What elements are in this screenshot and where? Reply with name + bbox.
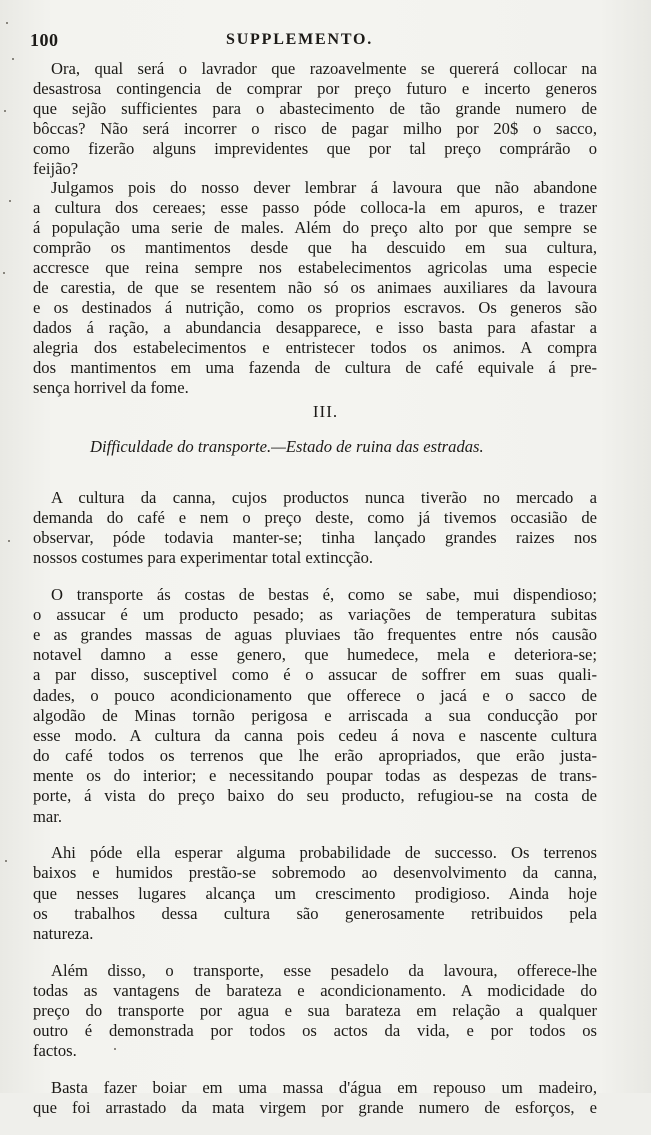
page-header — [30, 30, 600, 54]
text-line: á população uma serie de males. Além do preço alto por que sempre se — [33, 218, 597, 238]
print-speck — [5, 860, 7, 862]
text-line: mar. — [33, 806, 63, 826]
text-line: Ahi póde ella esperar alguma probabilidade de successo. Os terrenos — [51, 843, 597, 863]
text-line: observar, póde todavia manter-se; tinha lançado grandes raizes nos — [33, 527, 597, 547]
text-line: bôccas? Não será incorrer o risco de pagar milho por 20$ o sacco, — [33, 118, 597, 138]
paragraph — [33, 59, 597, 178]
text-line: Além disso, o transporte, esse pesadelo da lavoura, offerece-lhe — [51, 960, 597, 980]
paragraph — [33, 488, 597, 569]
paragraph — [33, 961, 597, 1062]
text-line: preço do transporte por agua e sua barateza em relação a qualquer — [33, 1000, 597, 1020]
text-line: dades, o pouco acondicionamento que offerece o jacá e o sacco de — [33, 685, 597, 705]
text-line: esse modo. A cultura da canna pois cedeu á nova e nascente cultura — [33, 725, 597, 745]
text-line: porte, á vista do preço baixo do seu producto, refugiou-se na costa de — [33, 786, 597, 806]
section-number: III. — [312, 402, 339, 421]
text-line: e as grandes massas de aguas pluviaes tão frequentes entre nós causão — [33, 625, 597, 645]
text-line: natureza. — [33, 923, 94, 943]
text-line: nossos costumes para experimentar total extincção. — [33, 548, 374, 568]
print-speck — [114, 1048, 116, 1050]
text-line: que foi arrastado da mata virgem por grande numero de esforços, e — [33, 1098, 597, 1118]
text-line: demanda do café e nem o preço deste, como já tivemos occasião de — [33, 507, 597, 527]
text-line: comprão os mantimentos desde que ha descuido em sua cultura, — [33, 238, 597, 258]
running-title: SUPPLEMENTO. — [226, 31, 374, 48]
text-line: factos. — [33, 1041, 77, 1061]
paragraph — [33, 585, 597, 827]
text-line: algodão de Minas tornão perigosa e arriscada a sua conducção por — [33, 705, 597, 725]
text-line: que sejão sufficientes para o abastecimento de tão grande numero de — [33, 98, 597, 118]
print-speck — [3, 272, 5, 274]
paragraph — [33, 178, 597, 397]
text-line: baixos e humidos prestão-se sobremodo ao desenvolvimento da canna, — [33, 863, 597, 883]
text-block-top — [33, 59, 597, 397]
text-line: Ora, qual será o lavrador que razoavelmente se quererá collocar na — [51, 59, 597, 78]
print-speck — [6, 22, 8, 24]
text-line: accresce que reina sempre nos estabelecimentos agricolas uma especie — [33, 258, 597, 278]
paragraph — [33, 1078, 597, 1118]
text-line: o assucar é um producto pesado; as variações de temperatura subitas — [33, 604, 597, 624]
text-line: sença horrivel da fome. — [33, 377, 189, 397]
print-speck — [9, 200, 11, 202]
text-line: desastrosa contingencia de comprar por preço futuro e incerto generos — [33, 78, 597, 98]
text-line: a par disso, susceptivel como é o assucar de soffrer em suas quali- — [33, 665, 597, 685]
print-speck — [4, 110, 6, 112]
paragraph — [33, 843, 597, 944]
text-line: do café todos os terrenos que lhe erão apropriados, que erão justa- — [33, 746, 597, 766]
text-line: dados á ração, a abundancia desapparece, e isso basta para afastar a — [33, 317, 597, 337]
text-line: que nesses lugares alcança um crescimento prodigioso. Ainda hoje — [33, 883, 597, 903]
text-line: O transporte ás costas de bestas é, como se sabe, mui dispendioso; — [51, 584, 597, 604]
text-line: todas as vantagens de barateza e acondicionamento. A modicidade do — [33, 980, 597, 1000]
print-speck — [8, 540, 10, 542]
text-line: como fizerão alguns imprevidentes que por tal preço comprárão o — [33, 138, 597, 158]
text-block-bottom — [33, 471, 597, 1135]
text-line: alegria dos estabelecimentos e entristecer todos os animos. A compra — [33, 337, 597, 357]
text-line: os trabalhos dessa cultura são generosamente retribuidos pela — [33, 903, 597, 923]
section-heading: Difficuldade do transporte.—Estado de ruina das estradas. — [90, 437, 484, 456]
text-line: Basta fazer boiar em uma massa d'água em repouso um madeiro, — [51, 1078, 597, 1098]
text-line: dos mantimentos em uma fazenda de cultura de café equivale á pre- — [33, 357, 597, 377]
text-line: Julgamos pois do nosso dever lembrar á lavoura que não abandone — [51, 178, 597, 198]
text-line: outro é demonstrada por todos os actos da vida, e por todos os — [33, 1021, 597, 1041]
text-line: a cultura dos cereaes; esse passo póde colloca-la em apuros, e trazer — [33, 198, 597, 218]
text-line: feijão? — [33, 158, 79, 178]
text-line: de carestia, de que se resentem não só os animaes auxiliares da lavoura — [33, 277, 597, 297]
text-line: notavel damno a esse genero, que humedece, mela e deteriora-se; — [33, 645, 597, 665]
text-line: e os destinados á nutrição, como os proprios escravos. Os generos são — [33, 297, 597, 317]
text-line: mente os do interior; e necessitando poupar todas as despezas de trans- — [33, 766, 597, 786]
text-line: A cultura da canna, cujos productos nunca tiverão no mercado a — [51, 487, 597, 507]
print-speck — [12, 58, 14, 60]
page-number: 100 — [30, 30, 59, 50]
